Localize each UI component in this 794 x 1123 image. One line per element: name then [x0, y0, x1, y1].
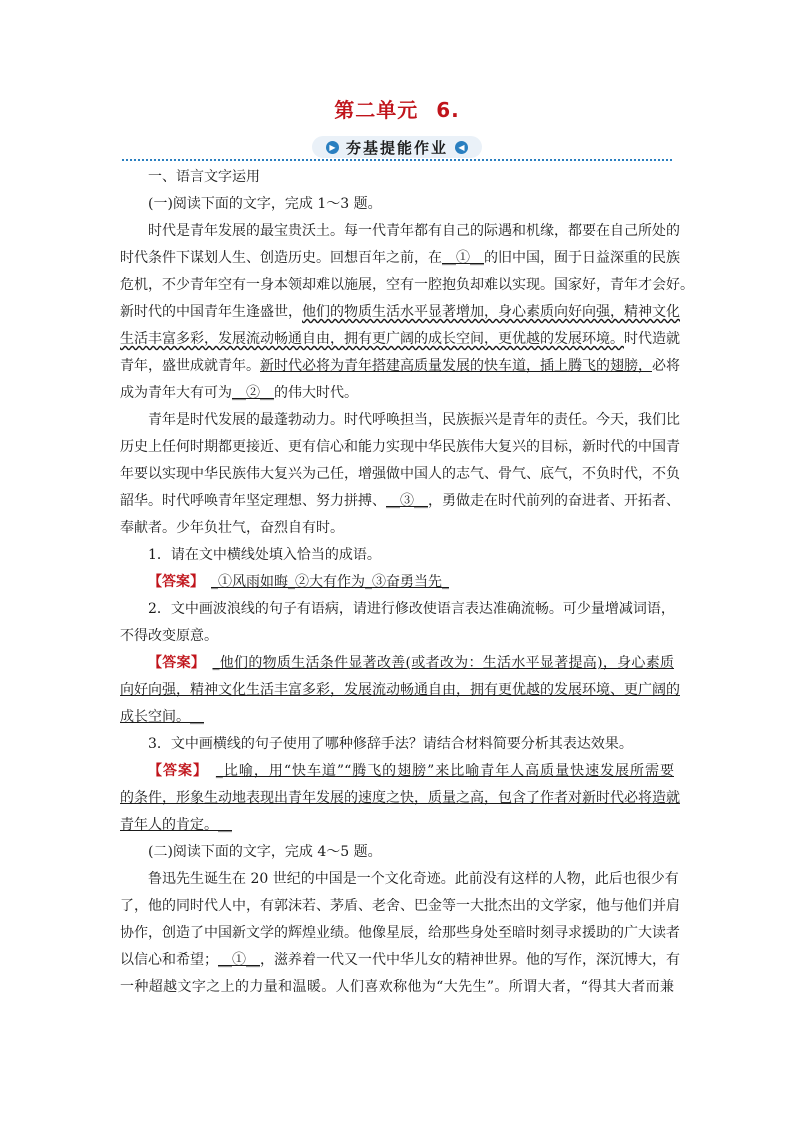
text-segment: (一)阅读下面的文字，完成 1～3 题。 — [148, 196, 382, 212]
play-left-icon: ◀ — [455, 141, 468, 154]
text-segment: 韶华。时代呼唤青年坚定理想、努力拼搏、 — [120, 493, 386, 509]
text-segment — [197, 574, 211, 590]
text-line — [120, 464, 680, 484]
text-line — [148, 410, 680, 430]
lesson-number: 6. — [436, 98, 460, 122]
text-segment: 年要以实现中华民族伟大复兴为己任，增强做中国人的志气、骨气、底气，不负时代，不负 — [120, 466, 680, 482]
wavy-underlined-text: 他们的物质生活水平显著增加，身心素质向好向强，精神文化 — [302, 304, 680, 320]
text-segment: 协作，创造了中国新文学的辉煌业绩。他像星辰，给那些身处至暗时刻寻求援助的广大读者 — [120, 925, 680, 941]
text-segment: 青年，盛世成就青年。 — [120, 358, 260, 374]
text-segment: 以信心和希望； — [120, 952, 218, 968]
text-segment: 一、语言文字运用 — [148, 169, 260, 185]
text-segment: 历史上任何时期都更接近、更有信心和能力实现中华民族伟大复兴的目标，新时代的中国青 — [120, 439, 680, 455]
text-line — [148, 572, 674, 592]
text-segment: 危机，不少青年空有一身本领却难以施展，空有一腔抱负却难以实现。国家好，青年才会好。 — [120, 277, 694, 293]
section-banner — [122, 136, 672, 166]
underlined-text: 向好向强，精神文化生活丰富多彩，发展流动畅通自由，拥有更优越的发展环境、更广阔的 — [120, 682, 680, 698]
text-segment: 了，他的同时代人中，有郭沫若、茅盾、老舍、巴金等一大批杰出的文学家，他与他们并肩 — [120, 898, 680, 914]
text-segment: 鲁迅先生诞生在 20 世纪的中国是一个文化奇迹。此前没有这样的人物，此后也很少有 — [148, 871, 679, 887]
text-line — [148, 167, 674, 187]
text-segment: 成为青年大有可为 — [120, 385, 232, 401]
text-line — [148, 842, 674, 862]
text-segment: 1．请在文中横线处填入恰当的成语。 — [148, 547, 381, 563]
text-line — [120, 356, 680, 376]
text-line — [148, 653, 674, 673]
play-right-icon: ▶ — [326, 141, 339, 154]
banner-pill — [312, 136, 482, 158]
text-line — [148, 869, 679, 889]
text-segment: 青年是时代发展的最蓬勃动力。时代呼唤担当，民族振兴是青年的责任。今天，我们比 — [148, 412, 680, 428]
text-line — [120, 788, 680, 808]
text-line — [148, 734, 674, 754]
underlined-text: _他们的物质生活条件显著改善(或者改为：生活水平显著提高)，身心素质 — [212, 655, 674, 671]
text-segment: 新时代的中国青年生逢盛世， — [120, 304, 302, 320]
text-line — [120, 896, 680, 916]
text-line — [120, 248, 680, 268]
underlined-text: _比喻，用“快车道”“腾飞的翅膀”来比喻青年人高质量快速发展所需要 — [215, 763, 674, 779]
text-segment: 时代造就 — [624, 331, 680, 347]
text-line — [120, 815, 674, 835]
text-line — [148, 194, 674, 214]
unit-title: 第二单元 — [334, 98, 419, 122]
text-segment: 时代条件下谋划人生、创造历史。回想百年之前，在 — [120, 250, 442, 266]
text-line — [120, 950, 680, 970]
text-segment: (二)阅读下面的文字，完成 4～5 题。 — [148, 844, 382, 860]
text-segment: 不得改变原意。 — [120, 628, 218, 644]
text-line — [120, 329, 680, 349]
underlined-text: 青年人的肯定。__ — [120, 817, 232, 833]
underlined-text: __①__ — [442, 250, 484, 266]
banner-label: 夯基提能作业 — [345, 138, 448, 157]
text-line — [120, 923, 680, 943]
dotted-divider — [122, 159, 672, 161]
text-segment: 的旧中国，囿于日益深重的民族 — [484, 250, 680, 266]
text-line — [120, 626, 674, 646]
text-segment: 必将 — [652, 358, 680, 374]
text-line — [120, 707, 674, 727]
text-line — [148, 599, 674, 619]
underlined-text: __②__ — [232, 385, 274, 401]
wavy-underlined-text: 生活丰富多彩，发展流动畅通自由，拥有更广阔的成长空间，更优越的发展环境。 — [120, 331, 624, 347]
text-segment: 3．文中画横线的句子使用了哪种修辞手法？请结合材料简要分析其表达效果。 — [148, 736, 633, 752]
underlined-text: __①__ — [218, 952, 260, 968]
text-segment — [201, 763, 216, 779]
underlined-text: _①风雨如晦_②大有作为_③奋勇当先_ — [211, 574, 449, 590]
text-line — [120, 680, 680, 700]
text-segment: ，滋养着一代又一代中华儿女的精神世界。他的写作，深沉博大，有 — [260, 952, 680, 968]
text-line — [120, 977, 674, 997]
answer-label: 【答案】 — [148, 574, 197, 590]
text-line — [120, 383, 674, 403]
underlined-text: 的条件，形象生动地表现出青年发展的速度之快，质量之高，包含了作者对新时代必将造就 — [120, 790, 680, 806]
underlined-text: 新时代必将为青年搭建高质量发展的快车道，插上腾飞的翅膀， — [260, 358, 652, 374]
text-line — [120, 491, 680, 511]
text-line — [120, 275, 694, 295]
text-segment: 时代是青年发展的最宝贵沃土。每一代青年都有自己的际遇和机缘，都要在自己所处的 — [148, 223, 680, 239]
answer-label: 【答案】 — [148, 763, 201, 779]
text-segment: 2．文中画波浪线的句子有语病，请进行修改使语言表达准确流畅。可少量增减词语， — [148, 601, 675, 617]
text-line — [120, 437, 680, 457]
text-line — [120, 518, 674, 538]
underlined-text: 成长空间。__ — [120, 709, 204, 725]
text-line — [148, 761, 674, 781]
text-segment: 一种超越文字之上的力量和温暖。人们喜欢称他为“大先生”。所谓大者，“得其大者而兼 — [120, 979, 674, 995]
text-segment: ，勇做走在时代前列的奋进者、开拓者、 — [428, 493, 680, 509]
text-line — [120, 302, 680, 322]
text-segment: 的伟大时代。 — [274, 385, 358, 401]
text-segment: 奉献者。少年负壮气，奋烈自有时。 — [120, 520, 344, 536]
text-segment — [198, 655, 212, 671]
answer-label: 【答案】 — [148, 655, 199, 671]
text-line — [148, 221, 680, 241]
underlined-text: __③__ — [386, 493, 428, 509]
page-title — [0, 94, 794, 123]
text-line — [148, 545, 674, 565]
